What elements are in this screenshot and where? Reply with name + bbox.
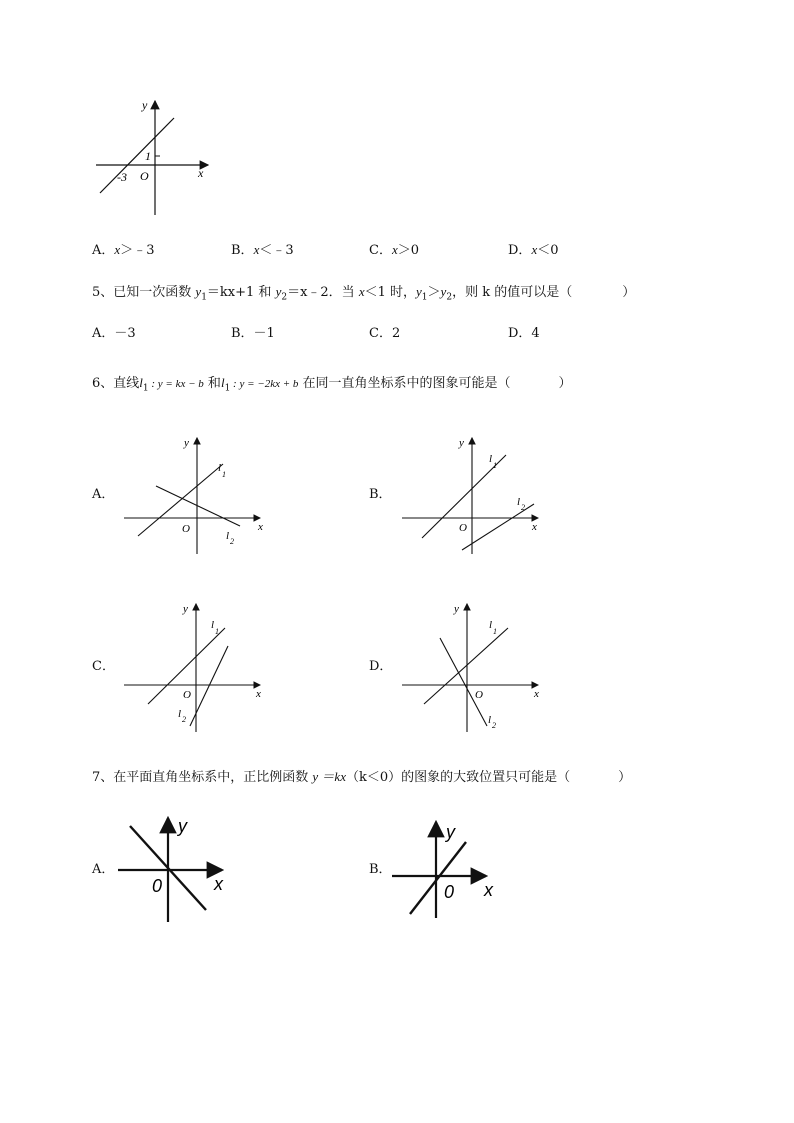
q6-graph-a — [120, 432, 270, 557]
q4-option-c: C．x＞0 — [369, 242, 420, 258]
l2-line — [440, 638, 487, 726]
q5-option-d: D．4 — [508, 326, 540, 341]
svg-text:l: l — [211, 619, 215, 631]
svg-text:l: l — [488, 714, 492, 726]
q6-option-a-letter: A． — [92, 487, 115, 502]
svg-text:x: x — [214, 874, 223, 894]
svg-text:l: l — [489, 619, 493, 631]
l1-line — [424, 628, 508, 704]
q7-option-a-letter: A． — [92, 862, 115, 877]
one-label: 1 — [145, 149, 151, 163]
svg-text:x: x — [532, 521, 537, 533]
svg-text:O: O — [183, 689, 191, 701]
q5-stem: 5、已知一次函数 $y_1=kx+1$ 和 $y_2=x﹣2$．当 x＜1 时，$y_1>y_2$，则 k 的值可以是（ ） — [92, 284, 636, 303]
l1-line — [138, 464, 223, 536]
function-line — [410, 842, 466, 914]
q6-option-c-letter: C． — [92, 659, 115, 674]
svg-text:y: y — [183, 603, 188, 615]
svg-text:y: y — [459, 437, 464, 449]
q7-graph-b — [388, 818, 518, 923]
q6-graph-b — [398, 432, 548, 557]
q5-option-a: A．－3 — [92, 326, 136, 341]
svg-text:l: l — [226, 530, 230, 542]
svg-text:2: 2 — [182, 715, 186, 724]
svg-text:l: l — [517, 496, 521, 508]
q5-option-b: B．－1 — [231, 326, 275, 341]
svg-text:l: l — [218, 462, 222, 474]
q6-option-d-letter: D． — [369, 659, 393, 674]
svg-text:y: y — [454, 603, 459, 615]
minus3-label: -3 — [117, 170, 127, 184]
q7-option-b-letter: B． — [369, 862, 392, 877]
origin-label: O — [140, 169, 149, 183]
q6-stem: 6、直线$l_1$ : y = kx − b 和$l_1$ : y = −2kx + b 在同一直角坐标系中的图象可能是（ ） — [92, 375, 572, 394]
q4-graph — [90, 95, 220, 220]
svg-text:2: 2 — [521, 503, 525, 512]
svg-text:l: l — [489, 453, 493, 465]
svg-text:O: O — [182, 523, 190, 535]
svg-text:x: x — [258, 521, 263, 533]
q7-graph-a — [112, 812, 242, 927]
q7-stem: 7、在平面直角坐标系中，正比例函数 y ＝kx（k＜0）的图象的大致位置只可能是（ ） — [92, 769, 632, 785]
svg-text:0: 0 — [444, 882, 455, 902]
q6-option-b-letter: B． — [369, 487, 392, 502]
svg-text:2: 2 — [230, 537, 234, 546]
x-label: x — [198, 166, 204, 180]
l2-line — [156, 486, 240, 526]
svg-text:1: 1 — [222, 470, 226, 479]
q6-graph-d — [398, 598, 548, 738]
svg-text:1: 1 — [493, 461, 497, 470]
svg-text:y: y — [184, 437, 189, 449]
svg-text:y: y — [178, 816, 187, 836]
svg-text:x: x — [256, 688, 261, 700]
q5-option-c: C．2 — [369, 326, 401, 341]
q4-option-d: D．x＜0 — [508, 242, 559, 258]
q6-graph-c — [120, 598, 270, 738]
svg-text:x: x — [484, 880, 493, 900]
svg-text:0: 0 — [152, 876, 163, 896]
y-label: y — [142, 98, 148, 112]
svg-text:l: l — [178, 708, 182, 720]
svg-text:O: O — [475, 689, 483, 701]
svg-text:x: x — [534, 688, 539, 700]
svg-text:1: 1 — [215, 627, 219, 636]
svg-text:1: 1 — [493, 627, 497, 636]
q4-option-a: A．x＞﹣3 — [92, 242, 155, 258]
q4-option-b: B．x＜﹣3 — [231, 242, 294, 258]
svg-text:2: 2 — [492, 721, 496, 730]
svg-text:O: O — [459, 522, 467, 534]
function-line — [100, 118, 174, 193]
svg-text:y: y — [446, 822, 455, 842]
